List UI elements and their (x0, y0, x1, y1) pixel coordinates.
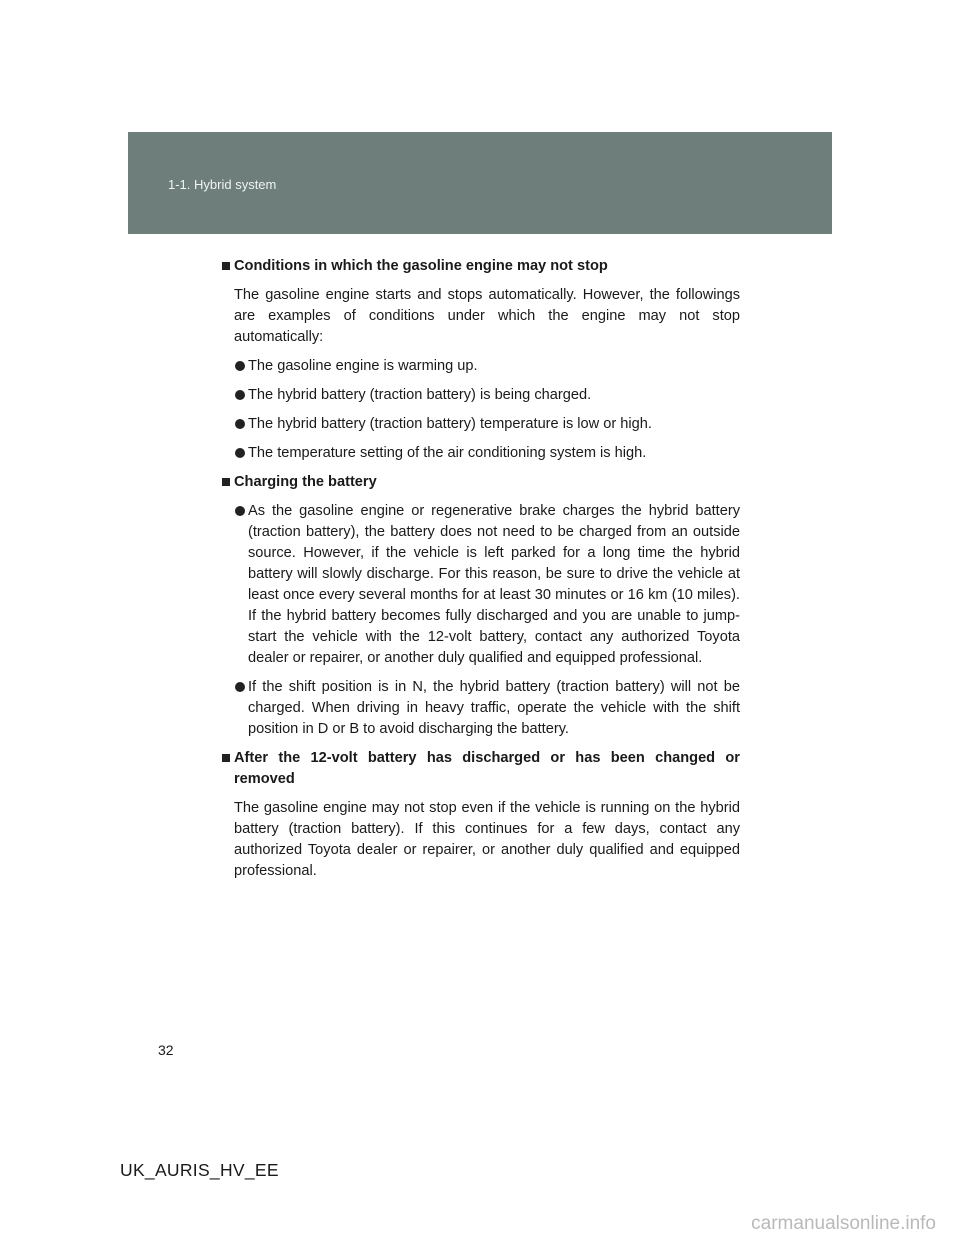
round-bullet-icon (235, 448, 245, 458)
round-bullet-icon (235, 419, 245, 429)
page-number: 32 (158, 1042, 174, 1058)
section-heading (222, 472, 740, 493)
chapter-header (128, 132, 832, 234)
square-bullet-icon (222, 754, 230, 762)
section-heading-text: Charging the battery (234, 474, 377, 490)
square-bullet-icon (222, 262, 230, 270)
list-item-text: The gasoline engine is warming up. (248, 358, 478, 374)
list-item (222, 677, 740, 740)
list-item (222, 501, 740, 669)
section-heading-text: Conditions in which the gasoline engine may not stop (234, 258, 608, 274)
square-bullet-icon (222, 478, 230, 486)
section-paragraph: The gasoline engine starts and stops automatically. However, the followings are examples of conditions under which the engine may not stop automatically: (234, 287, 740, 345)
document-code: UK_AURIS_HV_EE (120, 1160, 279, 1180)
watermark: carmanualsonline.info (751, 1213, 936, 1234)
round-bullet-icon (235, 682, 245, 692)
section-heading (222, 256, 740, 277)
list-item (222, 356, 740, 377)
list-item-text: If the shift position is in N, the hybrid battery (traction battery) will not be charged. When driving in heavy traffic, operate the vehicle with the shift position in D or B to avoid discharging the battery. (248, 679, 740, 737)
list-item-text: The hybrid battery (traction battery) temperature is low or high. (248, 416, 652, 432)
page-content (222, 256, 740, 890)
round-bullet-icon (235, 506, 245, 516)
section-title: 1-1. Hybrid system (168, 177, 277, 192)
list-item (222, 385, 740, 406)
section-heading (222, 748, 740, 790)
section-charging-battery (222, 472, 740, 740)
section-12v-battery (222, 748, 740, 882)
list-item (222, 443, 740, 464)
section-engine-not-stop (222, 256, 740, 464)
list-item (222, 414, 740, 435)
round-bullet-icon (235, 390, 245, 400)
section-heading-text: After the 12-volt battery has discharged or has been changed or removed (234, 750, 740, 787)
list-item-text: The hybrid battery (traction battery) is being charged. (248, 387, 592, 403)
section-paragraph: The gasoline engine may not stop even if the vehicle is running on the hybrid battery (traction battery). If this continues for a few days, contact any authorized Toyota dealer or repairer, or another duly qualified and equipped professional. (234, 800, 740, 879)
round-bullet-icon (235, 361, 245, 371)
list-item-text: The temperature setting of the air conditioning system is high. (248, 445, 647, 461)
list-item-text: As the gasoline engine or regenerative brake charges the hybrid battery (traction battery), the battery does not need to be charged from an outside source. However, if the vehicle is left parked for a long time the hybrid battery will slowly discharge. For this reason, be sure to drive the vehicle at least once every several months for at least 30 minutes or 16 km (10 miles). If the hybrid battery becomes fully discharged and you are unable to jump-start the vehicle with the 12-volt battery, contact any authorized Toyota dealer or repairer, or another duly qualified and equipped professional. (248, 503, 740, 666)
